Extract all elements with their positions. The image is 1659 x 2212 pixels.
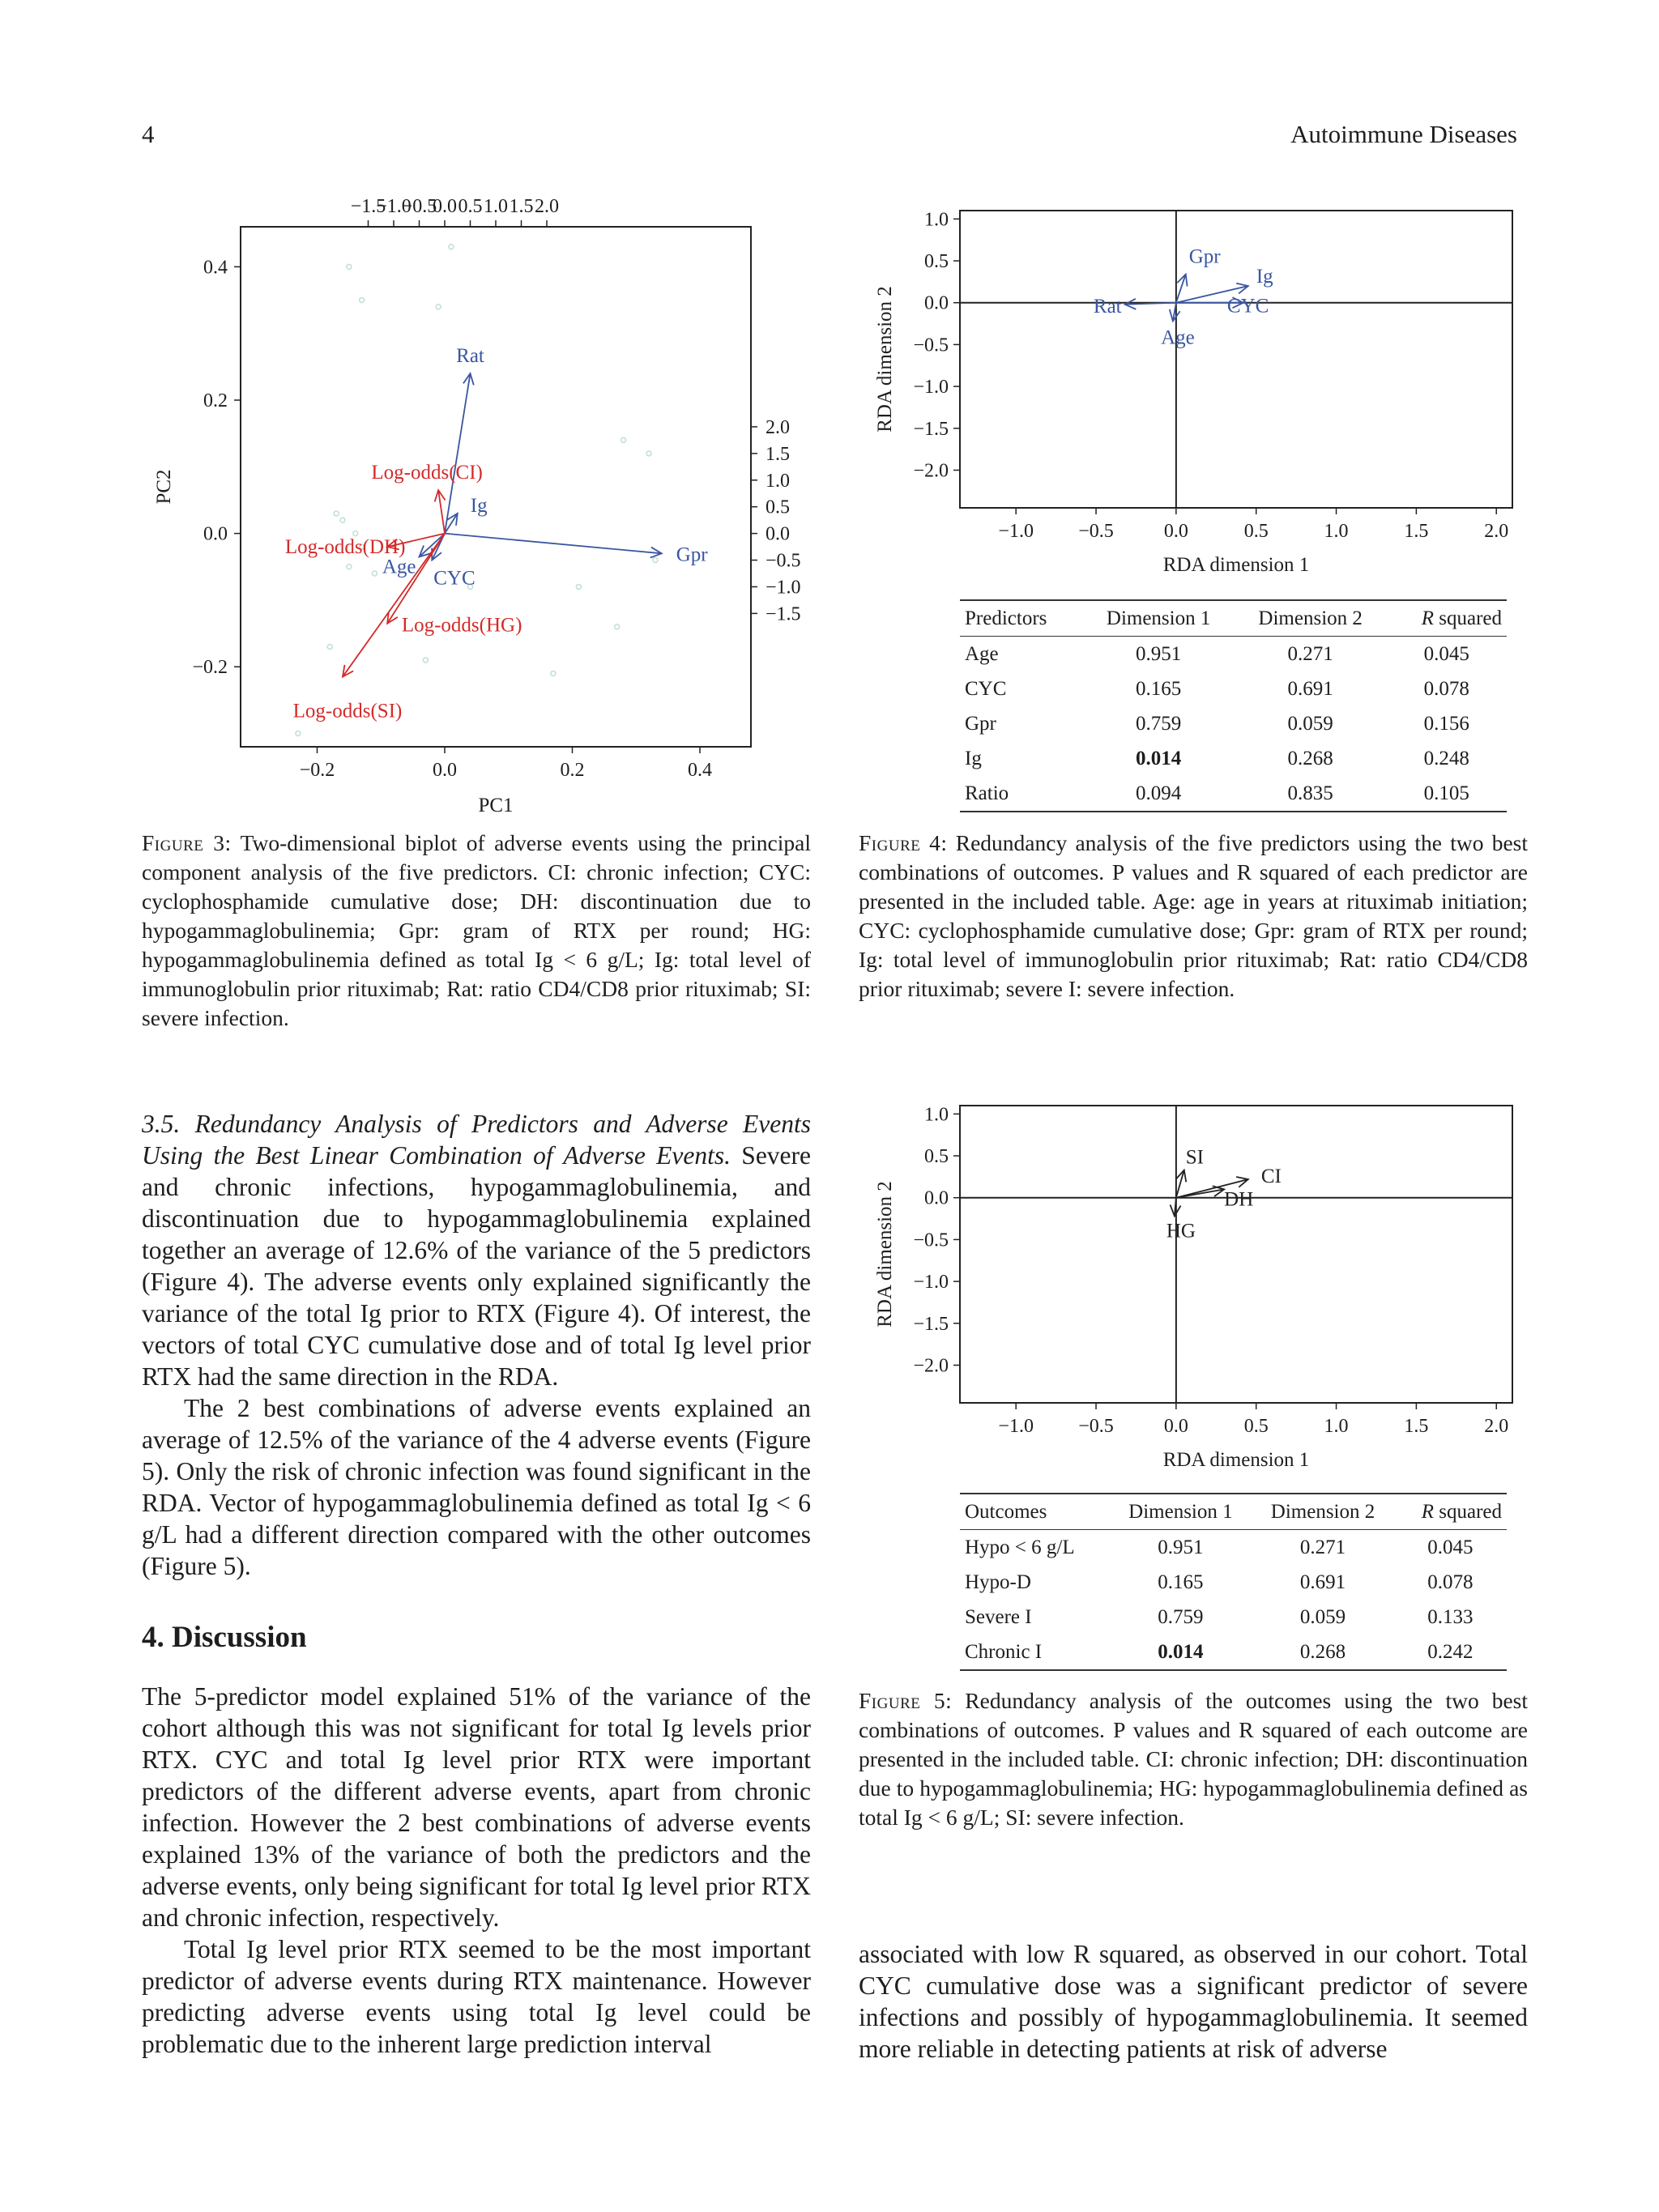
table-header-cell: Dimension 1 <box>1106 607 1211 629</box>
data-point <box>296 731 301 736</box>
y-tick-label: −0.5 <box>913 1230 949 1251</box>
table-cell: 0.094 <box>1136 782 1182 804</box>
table-cell: Hypo < 6 g/L <box>965 1536 1075 1558</box>
data-point <box>360 298 365 303</box>
x-tick-label: 1.5 <box>1404 1416 1429 1437</box>
x-tick-label: −0.5 <box>1078 1416 1114 1437</box>
predictor-arrow-shaft <box>445 373 471 534</box>
x-tick-label: 0.2 <box>560 760 585 781</box>
y-axis-title: RDA dimension 2 <box>874 1181 896 1328</box>
figure-4-label: Figure 4: <box>859 830 948 855</box>
page-number: 4 <box>142 120 155 148</box>
y-tick-label: −1.5 <box>913 418 949 440</box>
table-cell: Chronic I <box>965 1640 1043 1663</box>
data-point <box>334 511 339 516</box>
rda-arrow-shaft <box>1176 1189 1224 1197</box>
table-row <box>960 1565 1507 1600</box>
y-tick-label: 0.0 <box>203 523 228 545</box>
x-tick-label: 2.0 <box>1484 521 1509 542</box>
figure-5-rda-plot <box>863 1085 1531 1474</box>
figure-5-caption <box>859 1686 1528 1832</box>
figure-4-table <box>960 599 1507 812</box>
table-header-cell: Dimension 2 <box>1270 1500 1375 1523</box>
outcome-label: Log-odds(SI) <box>292 700 403 722</box>
y-tick-label: −2.0 <box>913 1355 949 1377</box>
rda-arrow-label: SI <box>1185 1146 1204 1169</box>
section-3-5-paragraph-1: Severe and chronic infections, hypogammaglobulinemia, and discontinuation due to hypogammaglobulinemia explained together an average of 12.6% of the variance of the 5 predictors (Figure 4). The adverse events only explained significantly the variance of the total Ig prior to RTX (Figure 4). Of interest, the vectors of total CYC cumulative dose and of total Ig level prior RTX had the same direction in the RDA. <box>142 1141 811 1391</box>
table-cell: CYC <box>965 677 1007 700</box>
discussion-left-column <box>142 1681 811 2060</box>
table-cell: 0.835 <box>1287 782 1333 804</box>
table-cell: Hypo-D <box>965 1571 1031 1593</box>
right-tick-label: −1.5 <box>766 603 801 625</box>
section-3-5 <box>142 1108 811 1582</box>
table-row <box>960 637 1507 672</box>
table-row <box>960 1634 1507 1670</box>
x-axis-title: RDA dimension 1 <box>1162 554 1310 576</box>
table-cell: 0.268 <box>1299 1640 1346 1663</box>
discussion-paragraph-2: Total Ig level prior RTX seemed to be the most important predictor of adverse events during RTX maintenance. However predicting adverse events using total Ig level could be problematic due to the inherent large prediction interval <box>142 1935 811 2058</box>
right-tick-label: 0.0 <box>766 523 790 545</box>
table-cell: 0.951 <box>1158 1536 1204 1558</box>
data-point <box>576 584 581 589</box>
predictor-label: Ig <box>470 494 488 517</box>
table-header-cell: R squared <box>1421 1500 1502 1523</box>
data-point <box>340 518 345 522</box>
table-cell: 0.691 <box>1299 1571 1346 1593</box>
table-row <box>960 1600 1507 1634</box>
journal-title: Autoimmune Diseases <box>1290 120 1517 148</box>
plot-frame <box>960 1106 1512 1403</box>
table-cell: 0.014 <box>1136 747 1182 769</box>
table-cell: 0.045 <box>1427 1536 1473 1558</box>
table-cell: 0.268 <box>1287 747 1333 769</box>
y-axis-title: RDA dimension 2 <box>874 286 896 433</box>
data-point <box>621 437 626 442</box>
right-tick-label: 2.0 <box>766 416 790 438</box>
x-tick-label: 0.5 <box>1243 1416 1269 1437</box>
predictor-label: CYC <box>433 567 476 590</box>
y-tick-label: 0.5 <box>924 1146 949 1168</box>
discussion-paragraph-1: The 5-predictor model explained 51% of the variance of the cohort although this was not significant for total Ig levels prior RTX. CYC and total Ig level prior RTX were important predictors of the different adverse events, apart from chronic infection. However the 2 best combinations of adverse events explained 13% of the variance of both the predictors and the adverse events, only being significant for total Ig level prior RTX and chronic infection, respectively. <box>142 1682 811 1932</box>
plot-frame <box>241 227 751 747</box>
figure-4-rda-plot <box>863 190 1531 579</box>
data-point <box>615 624 620 629</box>
table-cell: 0.271 <box>1287 642 1333 665</box>
x-tick-label: 1.0 <box>1324 1416 1349 1437</box>
table-header-cell: Predictors <box>965 607 1047 629</box>
rda-arrow-label: Gpr <box>1188 245 1221 268</box>
table-cell: Gpr <box>965 712 996 735</box>
table-cell: 0.133 <box>1427 1605 1473 1628</box>
x-tick-label: 2.0 <box>1484 1416 1509 1437</box>
x-tick-label: −1.0 <box>998 1416 1034 1437</box>
right-tick-label: 1.5 <box>766 443 790 465</box>
y-tick-label: −1.0 <box>913 377 949 399</box>
predictor-label: Rat <box>456 345 484 368</box>
data-point <box>327 645 332 650</box>
figure-3-biplot <box>130 186 842 818</box>
discussion-right-column <box>859 1938 1528 2065</box>
y-tick-label: −1.5 <box>913 1313 949 1335</box>
x-tick-label: 0.4 <box>688 760 712 781</box>
outcome-arrow-head <box>387 612 398 624</box>
y-tick-label: 0.0 <box>924 292 949 314</box>
x-tick-label: −0.5 <box>1078 521 1114 542</box>
top-tick-label: −0.5 <box>401 196 437 217</box>
x-tick-label: 1.0 <box>1324 521 1349 542</box>
table-cell: 0.045 <box>1423 642 1469 665</box>
figure-5-caption-text: Redundancy analysis of the outcomes using the two best combinations of outcomes. P values and R squared of each outcome are presented in the included table. CI: chronic infection; DH: discontinuation due to hypogammaglobulinemia; HG: hypogammaglobulinemia defined as total Ig < 6 g/L; SI: severe infection. <box>859 1688 1529 1830</box>
rda-arrow-label: CI <box>1260 1165 1282 1187</box>
rda-arrow-label: Age <box>1161 326 1195 349</box>
top-tick-label: 0.5 <box>458 196 483 217</box>
y-tick-label: 0.5 <box>924 251 949 273</box>
table-cell: Ratio <box>965 782 1009 804</box>
x-tick-label: −1.0 <box>998 521 1034 542</box>
figure-3-label: Figure 3: <box>142 830 232 855</box>
figure-3-caption <box>142 829 811 1033</box>
table-cell: 0.691 <box>1287 677 1333 700</box>
predictor-label: Gpr <box>676 543 708 566</box>
table-cell: 0.014 <box>1158 1640 1204 1663</box>
figure-5-label: Figure 5: <box>859 1688 953 1713</box>
table-header-row <box>960 600 1507 637</box>
table-header-row <box>960 1494 1507 1530</box>
right-tick-label: −0.5 <box>766 550 801 572</box>
table-header-cell: R squared <box>1421 607 1502 629</box>
data-point <box>347 264 352 269</box>
right-tick-label: 0.5 <box>766 497 790 518</box>
table-cell: 0.078 <box>1427 1571 1473 1593</box>
predictor-label: Age <box>382 556 416 578</box>
top-tick-label: 1.0 <box>484 196 508 217</box>
outcome-arrow-shaft <box>438 490 445 534</box>
data-point <box>646 451 651 456</box>
table-cell: 0.165 <box>1158 1571 1204 1593</box>
x-tick-label: 0.0 <box>1163 521 1188 542</box>
table-cell: 0.105 <box>1423 782 1469 804</box>
y-tick-label: 1.0 <box>924 209 949 231</box>
table-cell: Ig <box>965 747 982 769</box>
rda-arrow-label: HG <box>1166 1220 1196 1242</box>
table-header-cell: Dimension 1 <box>1128 1500 1233 1523</box>
table-cell: 0.156 <box>1423 712 1469 735</box>
figure-4-caption-text: Redundancy analysis of the five predictors using the two best combinations of outcomes. P values and R squared of each predictor are presented in the included table. Age: age in years at rituximab initiation; CYC: cyclophosphamide cumulative dose; Gpr: gram of RTX per round; Ig: total level of immunoglobulin prior rituximab; Rat: ratio CD4/CD8 prior rituximab; severe I: severe infection. <box>859 830 1528 1001</box>
data-point <box>423 658 428 663</box>
data-point <box>449 245 454 249</box>
x-axis-title: RDA dimension 1 <box>1162 1449 1310 1471</box>
figure-3-caption-text: Two-dimensional biplot of adverse events using the principal component analysis of the five predictors. CI: chronic infection; CYC: cyclophosphamide cumulative dose; DH: discontinuation due to hypogammaglobulinemia; Gpr: gram of RTX per round; HG: hypogammaglobulinemia defined as total Ig < 6 g/L; Ig: total level of immunoglobulin prior rituximab; Rat: ratio CD4/CD8 prior rituximab; SI: severe infection. <box>142 830 811 1030</box>
section-3-5-paragraph-2: The 2 best combinations of adverse events explained an average of 12.5% of the variance of the 4 adverse events (Figure 5). Only the risk of chronic infection was found significant in the RDA. Vector of hypogammaglobulinemia defined as total Ig < 6 g/L had a different direction compared with the other outcomes (Figure 5). <box>142 1394 811 1580</box>
table-cell: 0.759 <box>1136 712 1182 735</box>
top-tick-label: 1.5 <box>509 196 534 217</box>
table-header-cell: Dimension 2 <box>1258 607 1363 629</box>
right-tick-label: −1.0 <box>766 577 801 599</box>
table-cell: 0.165 <box>1136 677 1182 700</box>
table-cell: 0.759 <box>1158 1605 1204 1628</box>
x-tick-label: 0.0 <box>1163 1416 1188 1437</box>
table-row <box>960 706 1507 741</box>
table-row <box>960 671 1507 706</box>
data-point <box>653 558 658 563</box>
figure-5-table <box>960 1493 1507 1671</box>
y-tick-label: 0.2 <box>203 390 228 411</box>
table-row <box>960 1530 1507 1566</box>
data-point <box>347 565 352 569</box>
outcome-label: Log-odds(CI) <box>371 462 483 484</box>
top-tick-label: −1.0 <box>376 196 412 217</box>
rda-arrow-label: DH <box>1224 1188 1254 1211</box>
top-tick-label: 2.0 <box>535 196 559 217</box>
predictor-arrow-shaft <box>445 534 662 554</box>
y-tick-label: 0.0 <box>924 1187 949 1209</box>
x-axis-title: PC1 <box>478 795 514 816</box>
x-tick-label: 1.5 <box>1404 521 1429 542</box>
table-cell: 0.078 <box>1423 677 1469 700</box>
outcome-label: Log-odds(DH) <box>284 536 406 559</box>
table-cell: 0.271 <box>1299 1536 1346 1558</box>
table-row <box>960 741 1507 776</box>
discussion-heading: 4. Discussion <box>142 1621 307 1654</box>
plot-frame <box>960 211 1512 508</box>
predictor-arrow-head <box>447 514 458 526</box>
y-tick-label: 1.0 <box>924 1104 949 1126</box>
table-cell: 0.951 <box>1136 642 1182 665</box>
rda-arrow-label: Ig <box>1256 266 1273 288</box>
rda-arrow-label: CYC <box>1226 295 1269 318</box>
table-cell: 0.248 <box>1423 747 1469 769</box>
discussion-paragraph-3: associated with low R squared, as observed in our cohort. Total CYC cumulative dose was a significant predictor of severe infections and possibly of hypogammaglobulinemia. It seemed more reliable in detecting patients at risk of adverse <box>859 1940 1528 2063</box>
table-row <box>960 776 1507 812</box>
y-tick-label: −2.0 <box>913 460 949 482</box>
top-tick-label: 0.0 <box>433 196 457 217</box>
table-cell: 0.059 <box>1287 712 1333 735</box>
x-tick-label: 0.5 <box>1243 521 1269 542</box>
rda-arrow-label: Rat <box>1093 295 1122 318</box>
right-tick-label: 1.0 <box>766 470 790 492</box>
y-tick-label: −0.2 <box>192 657 228 679</box>
y-tick-label: −1.0 <box>913 1272 949 1294</box>
data-point <box>436 305 441 309</box>
y-tick-label: 0.4 <box>203 257 228 279</box>
x-tick-label: −0.2 <box>299 760 335 781</box>
figure-4-caption <box>859 829 1528 1004</box>
table-cell: Severe I <box>965 1605 1032 1628</box>
x-tick-label: 0.0 <box>433 760 457 781</box>
data-point <box>551 671 556 676</box>
table-header-cell: Outcomes <box>965 1500 1047 1523</box>
y-axis-title: PC2 <box>153 469 175 505</box>
section-3-5-heading: 3.5. Redundancy Analysis of Predictors and Adverse Events Using the Best Linear Combination of Adverse Events. <box>142 1110 811 1170</box>
data-point <box>372 571 377 576</box>
data-point <box>353 531 358 536</box>
outcome-label: Log-odds(HG) <box>401 614 522 637</box>
table-cell: 0.059 <box>1299 1605 1346 1628</box>
y-tick-label: −0.5 <box>913 335 949 356</box>
table-cell: Age <box>965 642 999 665</box>
top-tick-label: −1.5 <box>350 196 386 217</box>
table-cell: 0.242 <box>1427 1640 1473 1663</box>
